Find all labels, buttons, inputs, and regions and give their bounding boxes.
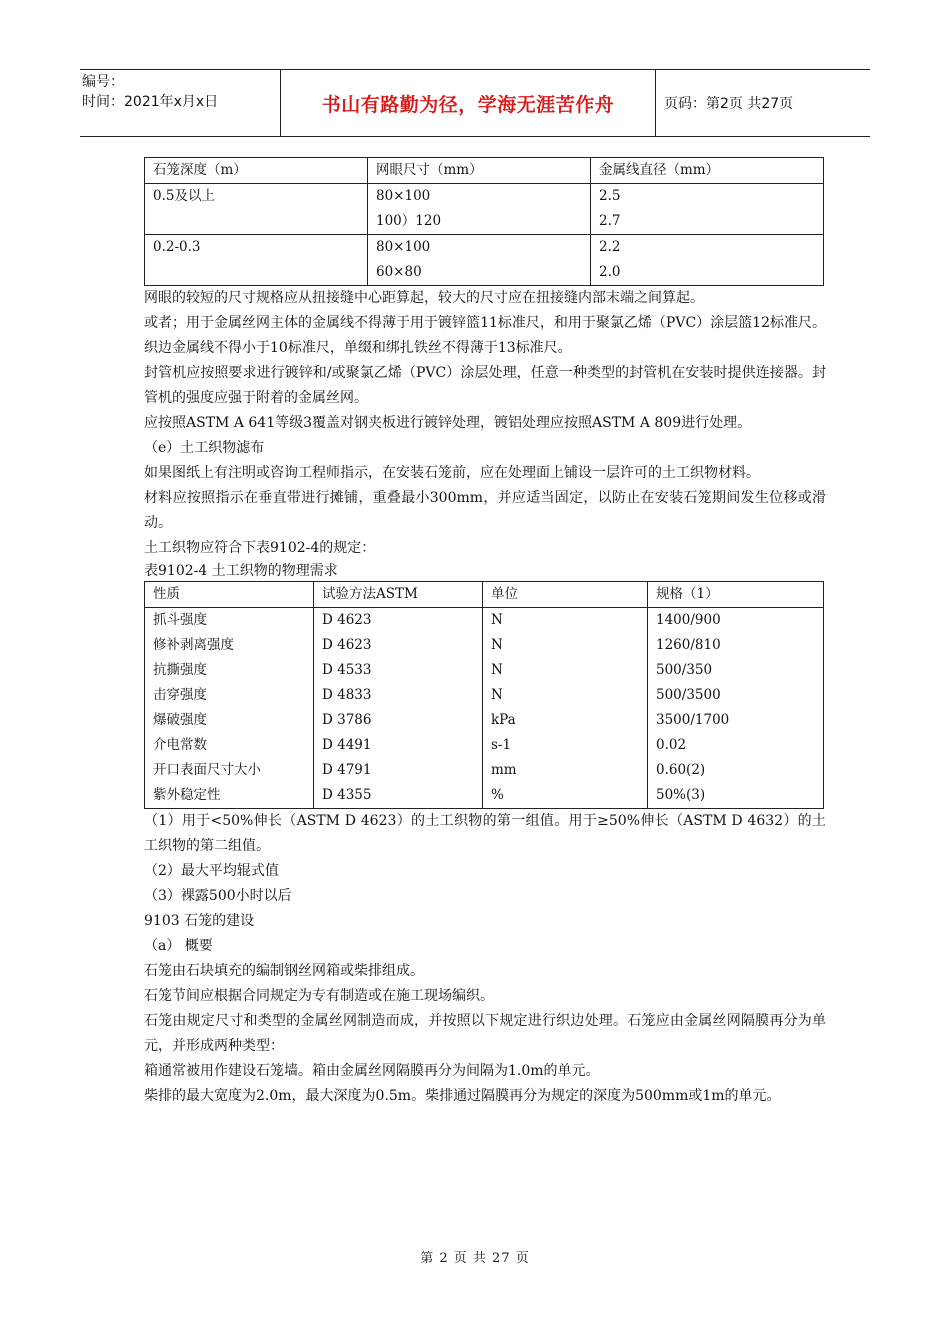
table-cell: 1260/810: [648, 633, 824, 658]
table-cell: [591, 184, 824, 235]
paragraph: 柴排的最大宽度为2.0m，最大深度为0.5m。柴排通过隔膜再分为规定的深度为500mm或1m的单元。: [144, 1088, 781, 1104]
table-cell: D 4791: [314, 758, 483, 783]
table-cell: D 4533: [314, 658, 483, 683]
gabion-mesh-table: [144, 157, 824, 286]
subsection-heading: （a） 概要: [144, 938, 213, 954]
table-cell: D 3786: [314, 708, 483, 733]
table-cell: 0.2-0.3: [145, 235, 368, 286]
table-footnote: （3）裸露500小时以后: [144, 888, 292, 904]
table-cell: 3500/1700: [648, 708, 824, 733]
table-header-cell: 试验方法ASTM: [314, 582, 483, 608]
paragraph: 箱通常被用作建设石笼墙。箱由金属丝网隔膜再分为间隔为1.0m的单元。: [144, 1063, 600, 1079]
table-cell: 击穿强度: [145, 683, 314, 708]
page-footer: 第 2 页 共 27 页: [420, 1251, 530, 1266]
table-header-cell: 石笼深度（m）: [145, 158, 368, 184]
table-cell: [368, 235, 591, 286]
table-row: [145, 683, 824, 708]
table-header-cell: 金属线直径（mm）: [591, 158, 824, 184]
table-cell: 抗撕强度: [145, 658, 314, 683]
table-cell: D 4355: [314, 783, 483, 809]
wire-diameter-value: 2.5: [599, 188, 621, 204]
paragraph: 如果图纸上有注明或咨询工程师指示，在安装石笼前，应在处理面上铺设一层许可的土工织物材料。: [144, 465, 760, 481]
table-cell: kPa: [483, 708, 648, 733]
table-row: [145, 758, 824, 783]
table-cell: D 4833: [314, 683, 483, 708]
geotextile-requirements-table: [144, 581, 824, 809]
table-row: [145, 733, 824, 758]
table-cell: 开口表面尺寸大小: [145, 758, 314, 783]
table-cell: N: [483, 683, 648, 708]
paragraph: 土工织物应符合下表9102-4的规定：: [144, 540, 376, 556]
table-cell: 修补剥离强度: [145, 633, 314, 658]
table-cell: D 4623: [314, 633, 483, 658]
table-cell: %: [483, 783, 648, 809]
table-cell: 500/350: [648, 658, 824, 683]
wire-diameter-value: 2.2: [599, 239, 621, 255]
table-cell: 爆破强度: [145, 708, 314, 733]
document-body: [144, 157, 826, 1109]
section-heading: （e）土工织物滤布: [144, 440, 265, 456]
table-caption: 表9102-4 土工织物的物理需求: [144, 563, 338, 579]
section-heading: 9103 石笼的建设: [144, 913, 255, 929]
table-cell: D 4623: [314, 608, 483, 634]
table-cell: 0.5及以上: [145, 184, 368, 235]
table-cell: s-1: [483, 733, 648, 758]
mesh-size-value: 60×80: [376, 264, 422, 280]
doc-number-label: 编号：: [82, 74, 124, 90]
paragraph: 或者；用于金属丝网主体的金属线不得薄于用于镀锌篮11标准尺，和用于聚氯乙烯（PVC）涂层篮12标准尺。织边金属线不得小于10标准尺，单缀和绑扎铁丝不得薄于13标准尺。: [144, 315, 826, 356]
table-cell: 50%(3): [648, 783, 824, 809]
table-cell: N: [483, 608, 648, 634]
paragraph: 封管机应按照要求进行镀锌和/或聚氯乙烯（PVC）涂层处理，任意一种类型的封管机在安装时提供连接器。封管机的强度应强于附着的金属丝网。: [144, 365, 826, 406]
page-header: [80, 69, 870, 137]
table-header-row: [145, 582, 824, 608]
table-cell: [368, 184, 591, 235]
table-cell: N: [483, 633, 648, 658]
mesh-size-value: 80×100: [376, 188, 431, 204]
table-cell: D 4491: [314, 733, 483, 758]
table-cell: 1400/900: [648, 608, 824, 634]
paragraph: 材料应按照指示在垂直带进行摊铺，重叠最小300mm，并应适当固定，以防止在安装石笼期间发生位移或滑动。: [144, 490, 826, 531]
wire-diameter-value: 2.0: [599, 264, 621, 280]
table-row: [145, 608, 824, 634]
header-meta: [80, 70, 280, 136]
mesh-size-value: 100）120: [376, 213, 442, 229]
table-row: [145, 783, 824, 809]
table-row: [145, 633, 824, 658]
table-header-cell: 单位: [483, 582, 648, 608]
header-motto: 书山有路勤为径，学海无涯苦作舟: [280, 70, 656, 136]
wire-diameter-value: 2.7: [599, 213, 621, 229]
table-cell: mm: [483, 758, 648, 783]
table-header-cell: 网眼尺寸（mm）: [368, 158, 591, 184]
table-footnote: （1）用于<50%伸长（ASTM D 4623）的土工织物的第一组值。用于≥50%伸长（ASTM D 4632）的土工织物的第二组值。: [144, 813, 826, 854]
table-cell: 500/3500: [648, 683, 824, 708]
paragraph: 石笼由石块填充的编制钢丝网箱或柴排组成。: [144, 963, 424, 979]
table-row: [145, 708, 824, 733]
paragraph: 应按照ASTM A 641等级3覆盖对钢夹板进行镀锌处理，镀铝处理应按照ASTM A 809进行处理。: [144, 415, 752, 431]
paragraph: 石笼由规定尺寸和类型的金属丝网制造而成，并按照以下规定进行织边处理。石笼应由金属丝网隔膜再分为单元，并形成两种类型：: [144, 1013, 826, 1054]
table-header-cell: 规格（1）: [648, 582, 824, 608]
table-cell: 0.02: [648, 733, 824, 758]
table-cell: [591, 235, 824, 286]
table-row: [145, 658, 824, 683]
table-cell: N: [483, 658, 648, 683]
table-cell: 0.60(2): [648, 758, 824, 783]
paragraph: 网眼的较短的尺寸规格应从扭接缝中心距算起，较大的尺寸应在扭接缝内部末端之间算起。: [144, 290, 704, 306]
table-cell: 紫外稳定性: [145, 783, 314, 809]
table-footnote: （2）最大平均辊式值: [144, 863, 279, 879]
paragraph: 石笼节间应根据合同规定为专有制造或在施工现场编织。: [144, 988, 494, 1004]
header-page-info: 页码：第2页 共27页: [664, 96, 794, 112]
table-row: [145, 184, 824, 235]
table-cell: 抓斗强度: [145, 608, 314, 634]
mesh-size-value: 80×100: [376, 239, 431, 255]
table-row: [145, 235, 824, 286]
table-header-cell: 性质: [145, 582, 314, 608]
table-cell: 介电常数: [145, 733, 314, 758]
table-header-row: [145, 158, 824, 184]
doc-date-label: 时间：2021年x月x日: [82, 94, 219, 110]
